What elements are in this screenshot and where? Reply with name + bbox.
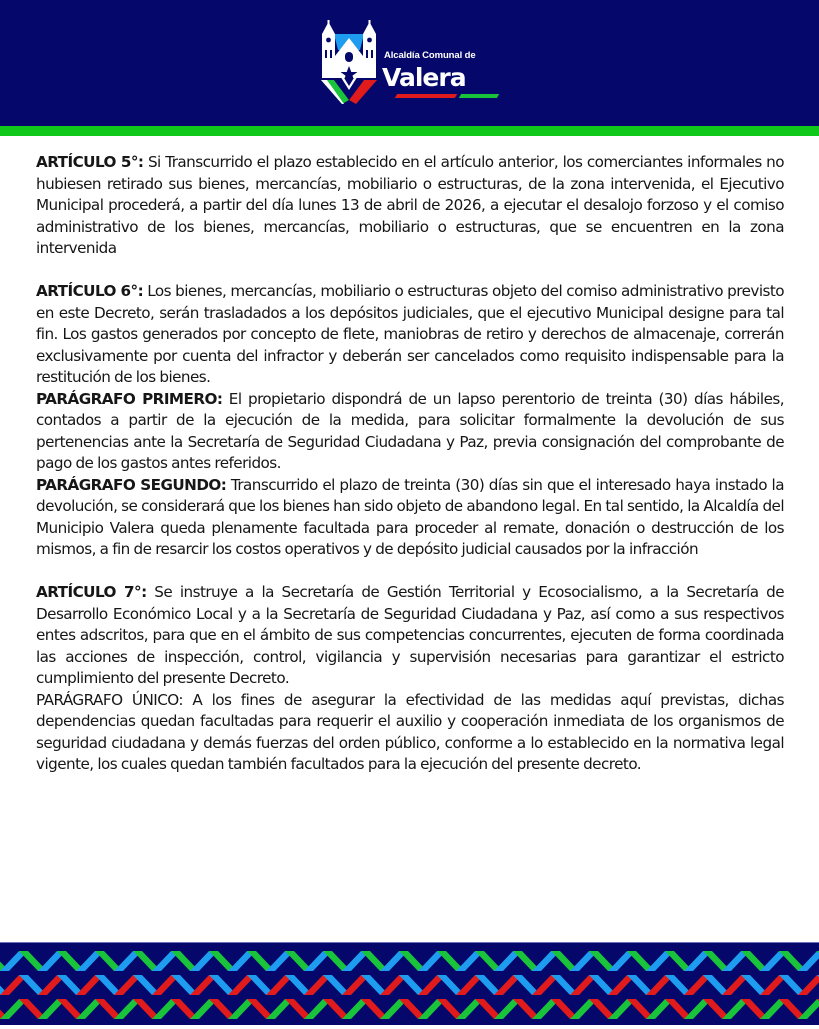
- paragrafo-primero-heading: PARÁGRAFO PRIMERO:: [36, 389, 223, 408]
- logo-city-name: Valera: [382, 63, 466, 92]
- articulo-7-heading: ARTÍCULO 7°:: [36, 583, 147, 601]
- zigzag-segment: [798, 975, 819, 995]
- articulo-6: [36, 281, 784, 389]
- paragrafo-primero-text: El propietario dispondrá de un lapso perentorio de treinta (30) días hábiles, contados a partir de la ejecución de la medida, para solicitar formalmente la devolución de sus pertenencias ante la Secretaría de Seguridad Ciudadana y Paz, previa consignación del comprobante de pago de los gastos antes referidos.: [36, 389, 785, 472]
- zigzag-ribbon-pattern-icon: [0, 943, 819, 1025]
- logo-subtitle: Alcaldía Comunal de: [384, 50, 476, 61]
- paragrafo-unico: [36, 690, 784, 776]
- articulo-7-text: Se instruye a la Secretaría de Gestión Territorial y Ecosocialismo, a la Secretaría de Desarrollo Económico Local y a la Secretaría de Seguridad Ciudadana y Paz, así como a sus respectivos entes adscritos, para que en el ámbito de sus competencias concurrentes, ejecuten de forma coordinada las acciones de inspección, control, vigilancia y supervisión necesarias para garantizar el estricto cumplimiento del presente Decreto.: [36, 583, 784, 687]
- paragrafo-unico-text: PARÁGRAFO ÚNICO: A los fines de asegurar la efectividad de las medidas aquí previstas, dichas dependencias quedan facultadas para requerir el auxilio y cooperación inmediata de los organismos de seguridad ciudadana y demás fuerzas del orden público, conforme a lo establecido en la normativa legal vigente, los cuales quedan también facultados para la ejecución del presente decreto.: [36, 690, 784, 773]
- header-green-stripe: [0, 126, 819, 136]
- paragrafo-segundo-heading: PARÁGRAFO SEGUNDO:: [36, 475, 227, 494]
- articulo-6-heading: ARTÍCULO 6°:: [36, 282, 144, 300]
- articulo-5-text: Si Transcurrido el plazo establecido en el artículo anterior, los comerciantes informales no hubiesen retirado sus bienes, mercancías, mobiliario o estructuras, de la zona intervenida, el Ejecutivo Municipal procederá, a partir del día lunes 13 de abril de 2026, a ejecutar el desalojo forzoso y el comiso administrativo de los bienes, mercancías, mobiliario o estructuras, que se encuentren en la zona intervenida: [36, 153, 784, 257]
- decree-body: [36, 152, 784, 776]
- logo-red-stripe: [395, 94, 457, 98]
- header-banner: [0, 0, 819, 126]
- articulo-5-heading: ARTÍCULO 5°:: [36, 153, 144, 171]
- alcaldia-logo: [318, 18, 518, 108]
- articulo-7: [36, 582, 784, 690]
- zigzag-segment: [798, 999, 819, 1019]
- paragrafo-segundo-text: Transcurrido el plazo de treinta (30) días sin que el interesado haya instado la devolución, se considerará que los bienes han sido objeto de abandono legal. En tal sentido, la Alcaldía del Municipio Valera queda plenamente facultada para proceder al remate, donación o destrucción de los mismos, a fin de resarcir los costos operativos y de depósito judicial causados por la infracción: [36, 475, 784, 558]
- paragrafo-segundo: [36, 475, 784, 561]
- articulo-5: [36, 152, 784, 260]
- logo-green-stripe: [459, 94, 499, 98]
- footer-banner: [0, 942, 819, 1025]
- zigzag-segment: [798, 951, 819, 971]
- articulo-6-text: Los bienes, mercancías, mobiliario o estructuras objeto del comiso administrativo previsto en este Decreto, serán trasladados a los depósitos judiciales, que el ejecutivo Municipal designe para tal fin. Los gastos generados por concepto de flete, maniobras de retiro y derechos de almacenaje, correrán exclusivamente por cuenta del infractor y deberán ser cancelados como requisito indispensable para la restitución de los bienes.: [36, 282, 784, 386]
- paragrafo-primero: [36, 389, 784, 475]
- cathedral-emblem-icon: [318, 20, 380, 104]
